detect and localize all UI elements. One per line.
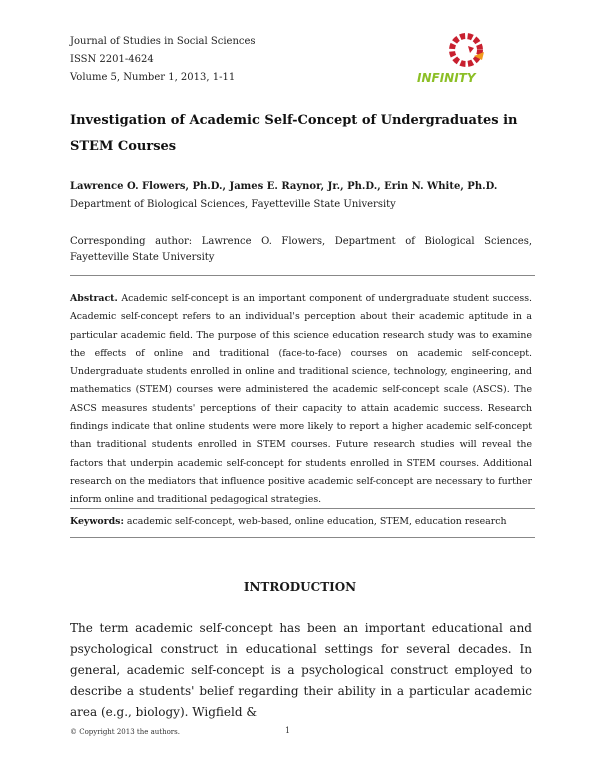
- infinity-logo-icon: [416, 30, 498, 86]
- intro-paragraph: The term academic self-concept has been an important educational and psychological construct in educational settings for several decades. In general, academic self-concept is a psychological construct employed to describe a students' belief regarding their ability in a particular academic area (e.g., biology). Wigfield &: [70, 621, 532, 719]
- divider-top: [70, 275, 535, 276]
- keywords: [70, 516, 540, 527]
- abstract-label: Abstract.: [70, 293, 118, 304]
- section-heading: INTRODUCTION: [243, 580, 357, 594]
- journal-issn: ISSN 2201-4624: [70, 54, 154, 65]
- logo-text: INFINITY: [417, 71, 476, 85]
- keywords-label: Keywords:: [70, 516, 124, 527]
- journal-volume: Volume 5, Number 1, 2013, 1-11: [70, 72, 236, 83]
- infinity-logo: [416, 30, 498, 86]
- abstract-text: Academic self-concept is an important component of undergraduate student success. Academic self-concept refers to an individual's perception about their academic aptitude in a particular academic field. The purpose of this science education research study was to examine the effects of online and traditional (face-to-face) courses on academic self-concept. Undergraduate students enrolled in online and traditional science, technology, engineering, and mathematics (STEM) courses were administered the academic self-concept scale (ASCS). The ASCS measures students' perceptions of their capacity to attain academic success. Research findings indicate that online students were more likely to report a higher academic self-concept than traditional students enrolled in STEM courses. Future research studies will reveal the factors that underpin academic self-concept for students enrolled in STEM courses. Additional research on the mediators that influence positive academic self-concept are necessary to further inform online and traditional pedagogical strategies.: [70, 293, 532, 506]
- divider-abstract: [70, 508, 535, 509]
- paper-title: Investigation of Academic Self-Concept of Undergraduates in STEM Courses: [70, 113, 518, 154]
- footer-copyright: © Copyright 2013 the authors.: [70, 728, 180, 736]
- department: Department of Biological Sciences, Fayetteville State University: [70, 199, 396, 210]
- authors: Lawrence O. Flowers, Ph.D., James E. Raynor, Jr., Ph.D., Erin N. White, Ph.D.: [70, 181, 498, 192]
- page-number: 1: [285, 726, 291, 735]
- keywords-text: academic self-concept, web-based, online education, STEM, education research: [123, 516, 507, 527]
- corresponding-author: Corresponding author: Lawrence O. Flowers, Department of Biological Sciences, Fayetteville State University: [70, 236, 532, 263]
- journal-name: Journal of Studies in Social Sciences: [70, 36, 256, 47]
- divider-keywords: [70, 537, 535, 538]
- abstract: [70, 290, 532, 510]
